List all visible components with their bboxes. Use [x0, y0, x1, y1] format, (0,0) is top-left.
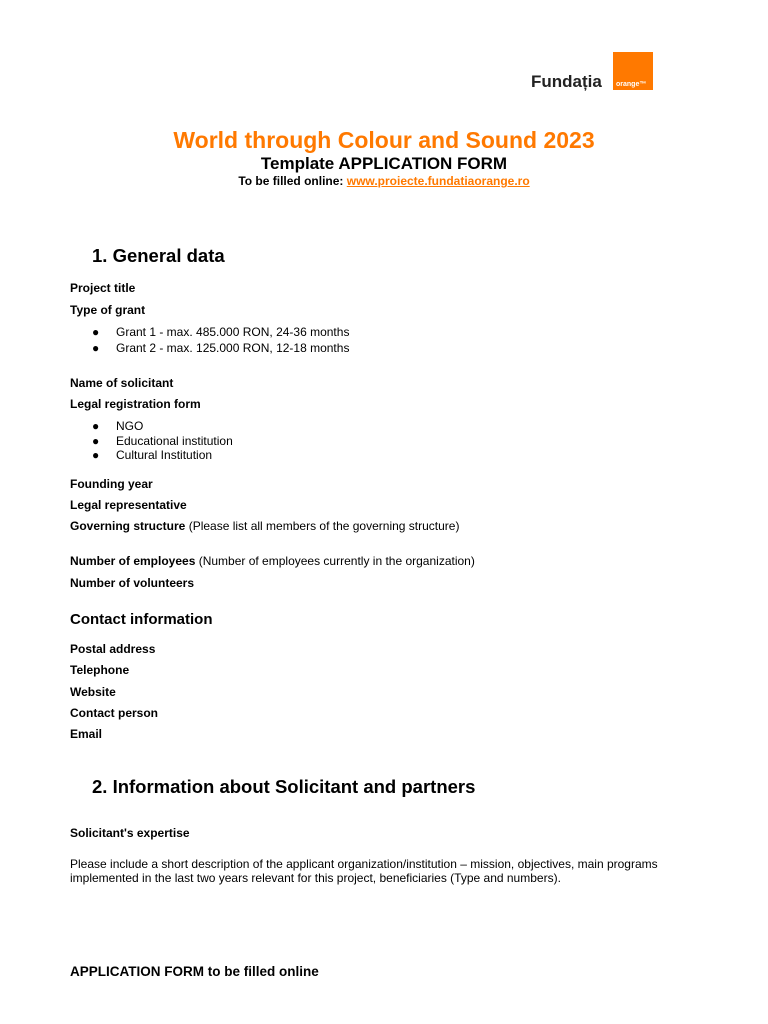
list-item-form — [92, 448, 212, 462]
bullet-icon: ● — [92, 341, 100, 355]
list-item-grant — [92, 341, 349, 355]
bullet-icon: ● — [92, 434, 100, 448]
label-telephone: Telephone — [70, 663, 130, 677]
list-item-form — [92, 434, 233, 448]
logo-tag: orange™ — [616, 81, 647, 88]
label-legal-representative: Legal representative — [70, 498, 187, 512]
label-legal-registration-form: Legal registration form — [70, 397, 201, 411]
form-text: Cultural Institution — [116, 448, 213, 462]
label-project-title: Project title — [70, 281, 136, 295]
label-contact-person: Contact person — [70, 706, 159, 720]
form-text: NGO — [116, 419, 144, 433]
label-governing-structure — [70, 519, 459, 533]
label-founding-year: Founding year — [70, 477, 153, 491]
label-email: Email — [70, 727, 103, 741]
form-text: Educational institution — [116, 434, 233, 448]
expertise-description: Please include a short description of the applicant organization/institution – mission, objectives, main programs implemented in the last two years relevant for this project, beneficiaries (Type and numbers). — [70, 857, 658, 885]
document-subtitle: Template APPLICATION FORM — [260, 154, 508, 173]
grant-text: Grant 1 - max. 485.000 RON, 24-36 months — [116, 325, 350, 339]
grant-text: Grant 2 - max. 125.000 RON, 12-18 months — [116, 341, 350, 355]
employees-note: (Number of employees currently in the organization) — [195, 554, 475, 568]
governing-structure-text: Governing structure — [70, 519, 186, 533]
label-type-of-grant: Type of grant — [70, 303, 146, 317]
bullet-icon: ● — [92, 448, 100, 462]
list-item-form — [92, 419, 143, 433]
document-title: World through Colour and Sound 2023 — [173, 127, 595, 153]
label-postal-address: Postal address — [70, 642, 156, 656]
bullet-icon: ● — [92, 325, 100, 339]
section-heading-solicitant-partners: 2. Information about Solicitant and partners — [92, 776, 476, 797]
footer-note: APPLICATION FORM to be filled online — [70, 964, 319, 979]
label-name-of-solicitant: Name of solicitant — [70, 376, 174, 390]
website-link[interactable]: www.proiecte.fundatiaorange.ro — [346, 174, 530, 188]
label-number-of-employees — [70, 554, 475, 568]
bullet-icon: ● — [92, 419, 100, 433]
logo-wordmark: Fundația — [531, 72, 602, 91]
filled-online-line — [0, 174, 768, 188]
label-website: Website — [70, 685, 116, 699]
section-heading-general-data: 1. General data — [92, 245, 225, 266]
label-number-of-volunteers: Number of volunteers — [70, 576, 195, 590]
orange-logo-square — [613, 52, 653, 90]
employees-text: Number of employees — [70, 554, 196, 568]
governing-structure-note: (Please list all members of the governing structure) — [185, 519, 460, 533]
list-item-grant — [92, 325, 349, 339]
label-solicitant-expertise: Solicitant's expertise — [70, 826, 190, 840]
section-heading-contact-information: Contact information — [70, 611, 213, 628]
filled-online-prefix: To be filled online: — [238, 174, 347, 188]
